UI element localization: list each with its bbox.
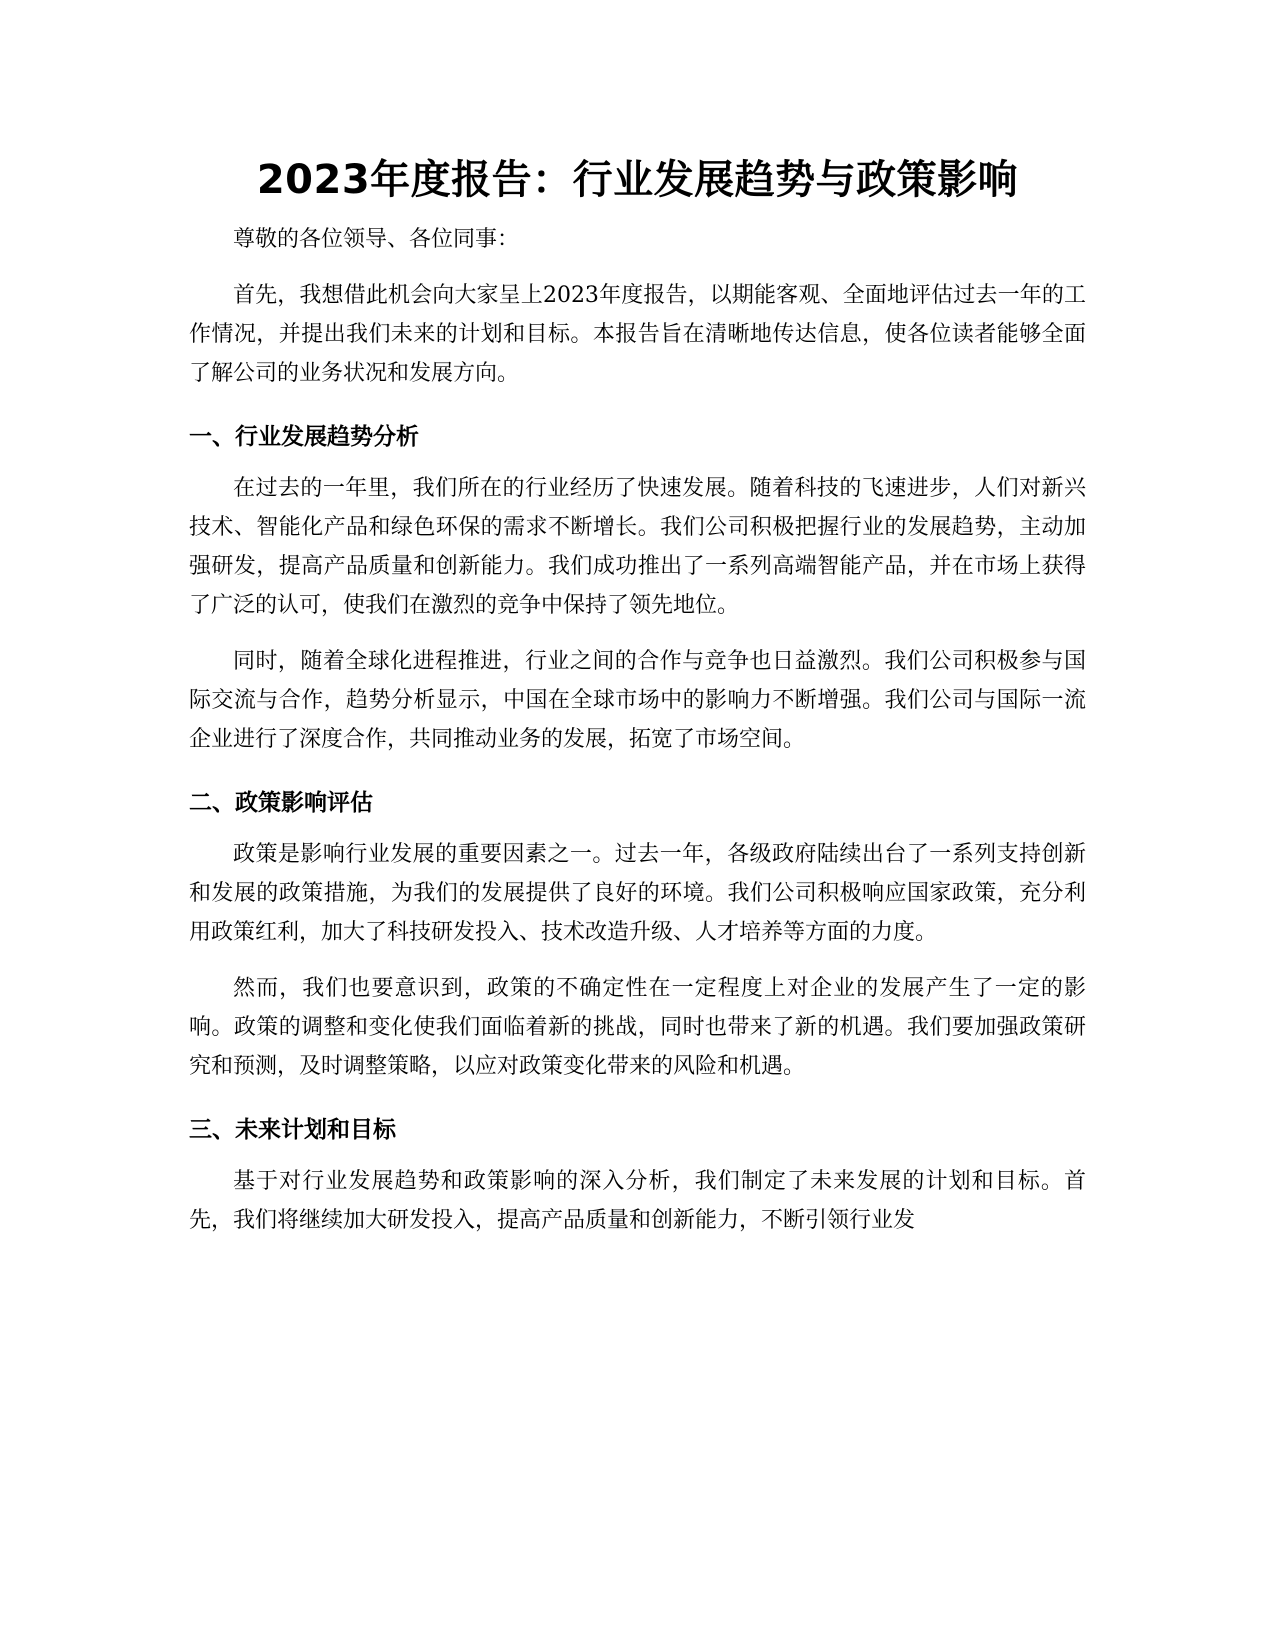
document-body (189, 148, 1086, 1257)
body-paragraph: 在过去的一年里，我们所在的行业经历了快速发展。随着科技的飞速进步，人们对新兴技术、智能化产品和绿色环保的需求不断增长。我们公司积极把握行业的发展趋势，主动加强研发，提高产品质量和创新能力。我们成功推出了一系列高端智能产品，并在市场上获得了广泛的认可，使我们在激烈的竞争中保持了领先地位。 (189, 476, 1086, 618)
body-paragraph: 同时，随着全球化进程推进，行业之间的合作与竞争也日益激烈。我们公司积极参与国际交流与合作，趋势分析显示，中国在全球市场中的影响力不断增强。我们公司与国际一流企业进行了深度合作，共同推动业务的发展，拓宽了市场空间。 (189, 649, 1086, 752)
body-paragraph: 然而，我们也要意识到，政策的不确定性在一定程度上对企业的发展产生了一定的影响。政策的调整和变化使我们面临着新的挑战，同时也带来了新的机遇。我们要加强政策研究和预测，及时调整策略，以应对政策变化带来的风险和机遇。 (189, 976, 1086, 1079)
section-industry-trends (189, 417, 1086, 759)
greeting-paragraph: 尊敬的各位领导、各位同事： (233, 227, 520, 252)
body-paragraph: 基于对行业发展趋势和政策影响的深入分析，我们制定了未来发展的计划和目标。首先，我们将继续加大研发投入，提高产品质量和创新能力，不断引领行业发 (189, 1169, 1086, 1233)
section-heading: 三、未来计划和目标 (189, 1117, 396, 1143)
section-heading: 一、行业发展趋势分析 (189, 424, 419, 450)
section-future-plans (189, 1110, 1086, 1240)
section-policy-impact (189, 783, 1086, 1086)
document-title: 2023年度报告：行业发展趋势与政策影响 (256, 157, 1019, 203)
section-heading: 二、政策影响评估 (189, 790, 373, 816)
body-paragraph: 政策是影响行业发展的重要因素之一。过去一年，各级政府陆续出台了一系列支持创新和发展的政策措施，为我们的发展提供了良好的环境。我们公司积极响应国家政策，充分利用政策红利，加大了科技研发投入、技术改造升级、人才培养等方面的力度。 (189, 842, 1086, 945)
intro-paragraph: 首先，我想借此机会向大家呈上2023年度报告，以期能客观、全面地评估过去一年的工作情况，并提出我们未来的计划和目标。本报告旨在清晰地传达信息，使各位读者能够全面了解公司的业务状况和发展方向。 (189, 283, 1086, 386)
